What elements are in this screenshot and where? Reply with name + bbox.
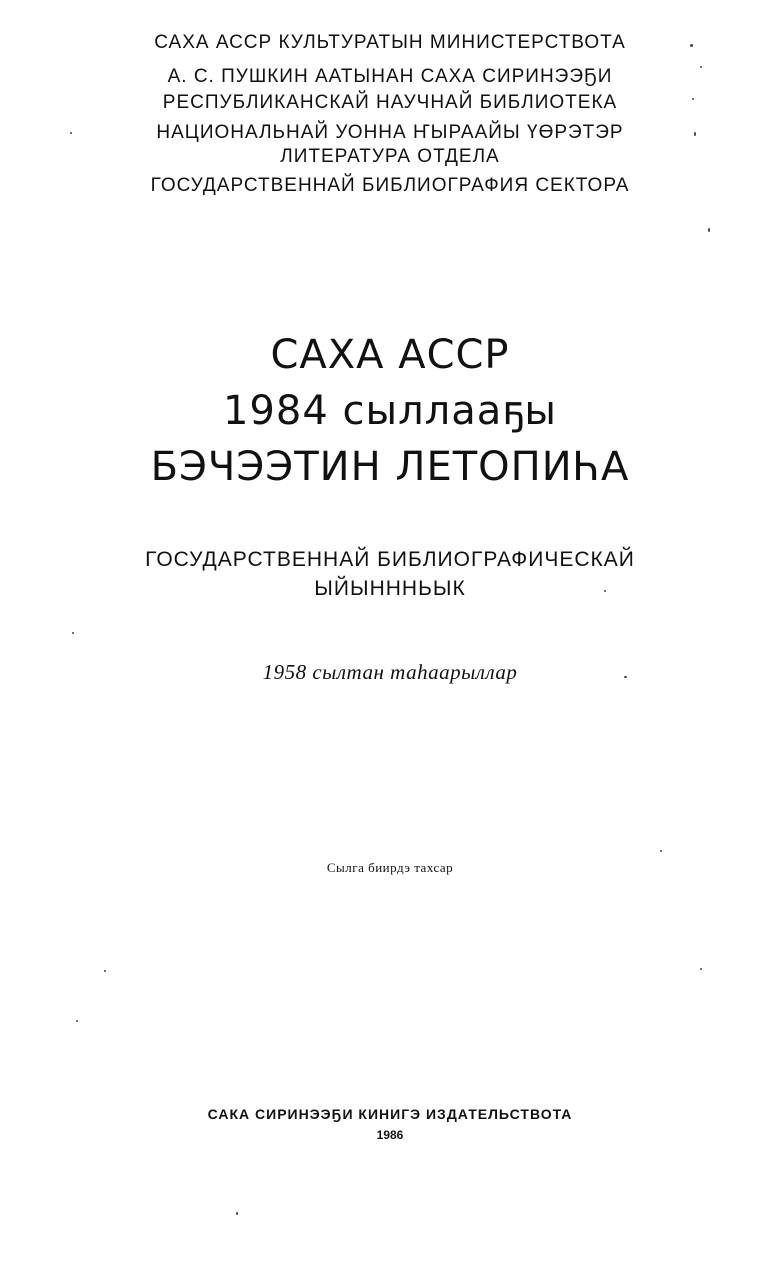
title-line-year: 1984 сыллааҕы [222,388,557,434]
publisher-name: САКА СИРИНЭЭҔИ КИНИГЭ ИЗДАТЕЛЬСТВОТА [207,1106,573,1122]
speck [624,676,627,678]
speck [690,44,693,47]
header-line-library-type: РЕСПУБЛИКАНСКАЙ НАУЧНАЙ БИБЛИОТЕКА [162,92,618,113]
publication-since-note: 1958 сылтан таһаарыллар [262,660,518,684]
speck [700,66,702,68]
subtitle-line-type-cont: ЫЙЫНННЬЫК [314,577,466,600]
header-line-department: НАЦИОНАЛЬНАЙ УОННА ҤЫРААЙЫ ҮӨРЭТЭР [156,122,624,143]
speck [604,590,606,592]
speck [104,970,106,972]
title-line-region: САХА АССР [270,332,510,378]
speck [72,632,74,634]
speck [76,1020,78,1022]
speck [70,132,72,134]
speck [708,228,710,232]
speck [700,968,702,970]
frequency-note: Сылга биирдэ тахсар [326,860,454,875]
speck [692,98,694,100]
speck [694,132,696,136]
speck [236,1212,238,1215]
publication-year: 1986 [376,1128,404,1142]
header-line-sector: ГОСУДАРСТВЕННАЙ БИБЛИОГРАФИЯ СЕКТОРА [150,175,630,196]
header-line-department-cont: ЛИТЕРАТУРА ОТДЕЛА [280,146,500,167]
title-line-chronicle: БЭЧЭЭТИН ЛЕТОПИҺА [150,444,630,490]
speck [660,850,662,852]
subtitle-line-type: ГОСУДАРСТВЕННАЙ БИБЛИОГРАФИЧЕСКАЙ [145,548,635,571]
header-line-ministry: САХА АССР КУЛЬТУРАТЫН МИНИСТЕРСТВОТА [154,32,626,53]
header-line-library-name: А. С. ПУШКИН ААТЫНАН САХА СИРИНЭЭҔИ [167,66,613,87]
